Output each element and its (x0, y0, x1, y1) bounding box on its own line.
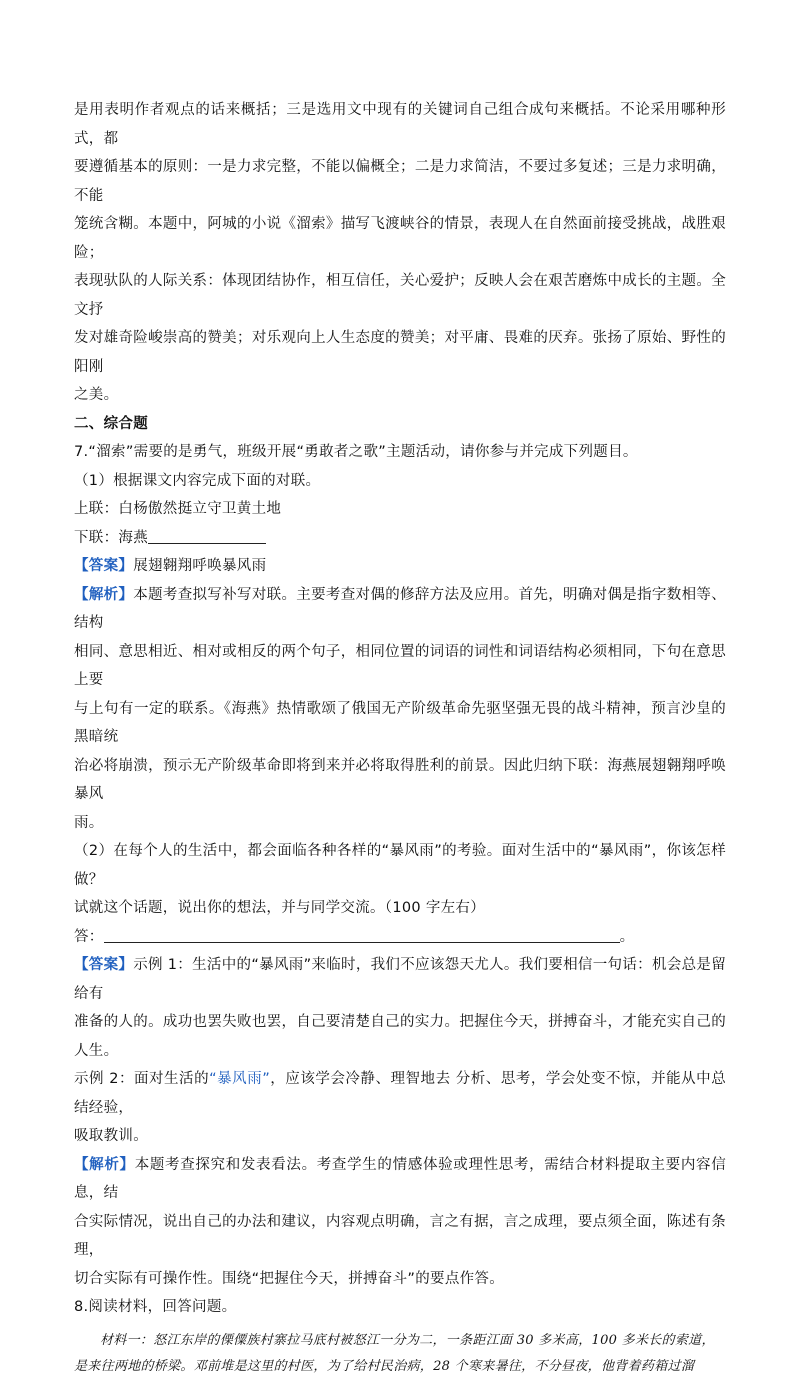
example-prefix: 示例 2：面对生活的 (74, 1071, 210, 1087)
text-line: 笼统含糊。本题中，阿城的小说《溜索》描写飞渡峡谷的情景，表现人在自然面前接受挑战，战胜艰险； (74, 216, 726, 261)
couplet-upper: 上联：白杨傲然挺立守卫黄土地 (74, 501, 282, 517)
text-line: 与上句有一定的联系。《海燕》热情歌颂了俄国无产阶级革命先驱坚强无畏的战斗精神，预言沙皇的黑暗统 (74, 700, 726, 745)
text-line: 吸取教训。 (74, 1128, 148, 1144)
reply-label: 答： (74, 928, 104, 945)
question-stem: 7.“溜索”需要的是勇气，班级开展“勇敢者之歌”主题活动，请你参与并完成下列题目。 (74, 444, 638, 460)
intro-paragraph (74, 96, 726, 410)
couplet-lower (74, 524, 726, 553)
text-line (74, 581, 726, 638)
text-line: 是用表明作者观点的话来概括；三是选用文中现有的关键词自己组合成句来概括。不论采用哪种形式，都 (74, 102, 726, 147)
text-line: 治必将崩溃，预示无产阶级革命即将到来并必将取得胜利的前景。因此归纳下联：海燕展翅翱翔呼唤暴风 (74, 757, 726, 802)
text-line: 之美。 (74, 387, 119, 403)
text-line: 材料一：怒江东岸的傈僳族村寨拉马底村被怒江一分为二，一条距江面 30 多米高，100 多米长的索道， (100, 1332, 715, 1348)
analysis-text: 本题考查探究和发表看法。考查学生的情感体验或理性思考，需结合材料提取主要内容信息，结 (74, 1156, 726, 1201)
question-7 (74, 438, 726, 1293)
text-line: 表现驮队的人际关系：体现团结协作，相互信任，关心爱护；反映人会在艰苦磨炼中成长的主题。全文抒 (74, 273, 726, 318)
answer-text: 示例 1：生活中的“暴风雨”来临时，我们不应该怨天尤人。我们要相信一句话：机会总是留给有 (74, 957, 726, 1002)
section-heading: 二、综合题 (74, 415, 148, 432)
text-line: 雨。 (74, 814, 104, 831)
text-line: 合实际情况，说出自己的办法和建议，内容观点明确，言之有据，言之成理，要点须全面，陈述有条理， (74, 1213, 726, 1258)
highlight-text: “暴风雨” (209, 1071, 271, 1087)
text-line: 发对雄奇险峻崇高的赞美；对乐观向上人生态度的赞美；对平庸、畏难的厌弃。张扬了原始、野性的阳刚 (74, 330, 726, 375)
reply-blank[interactable] (104, 926, 620, 943)
answer-blank[interactable] (148, 527, 266, 544)
answer-1 (74, 552, 726, 581)
text-line: 准备的人的。成功也罢失败也罢，自己要清楚自己的实力。把握住今天，拼搏奋斗，才能充实自己的人生。 (74, 1014, 726, 1059)
analysis-1 (74, 581, 726, 838)
document-page (74, 96, 726, 1380)
sub-question-1: （1）根据课文内容完成下面的对联。 (74, 472, 321, 489)
question-stem: 8.阅读材料，回答问题。 (74, 1299, 237, 1315)
answer-tag: 【答案】 (74, 558, 134, 574)
answer-text: 展翅翱翔呼唤暴风雨 (133, 558, 267, 574)
sub-question-2: （2）在每个人的生活中，都会面临各种各样的“暴风雨”的考验。面对生活中的“暴风雨”，你该怎样做？ (74, 843, 726, 888)
text-line: 是来往两地的桥梁。邓前堆是这里的村医，为了给村民治病，28 个寒来暑往，不分昼夜，他背着药箱过溜 (74, 1358, 695, 1374)
reply-line (74, 923, 726, 952)
reading-material (74, 1328, 726, 1380)
analysis-tag: 【解析】 (74, 1156, 135, 1173)
answer-tag: 【答案】 (74, 957, 134, 973)
text-line (74, 951, 726, 1008)
text-line: 要遵循基本的原则：一是力求完整，不能以偏概全；二是力求简洁，不要过多复述；三是力求明确，不能 (74, 159, 726, 204)
analysis-tag: 【解析】 (74, 586, 134, 603)
text-line: 切合实际有可操作性。围绕“把握住今天，拼搏奋斗”的要点作答。 (74, 1270, 505, 1287)
reply-end: 。 (619, 928, 635, 945)
text-line (74, 1065, 726, 1122)
question-8 (74, 1293, 726, 1380)
text-line: 相同、意思相近、相对或相反的两个句子，相同位置的词语的词性和词语结构必须相同，下句在意思上要 (74, 643, 726, 688)
answer-2 (74, 951, 726, 1151)
analysis-text: 本题考查拟写补写对联。主要考查对偶的修辞方法及应用。首先，明确对偶是指字数相等、结构 (74, 586, 726, 631)
text-line: 试就这个话题，说出你的想法，并与同学交流。（100 字左右） (74, 900, 486, 916)
analysis-2 (74, 1151, 726, 1294)
text-line (74, 1151, 726, 1208)
couplet-lower-label: 下联：海燕 (74, 529, 148, 546)
example-rest: ，应该学会冷静、理智地去 分析、思考，学会处变不惊，并能从中总结经验， (74, 1071, 726, 1116)
